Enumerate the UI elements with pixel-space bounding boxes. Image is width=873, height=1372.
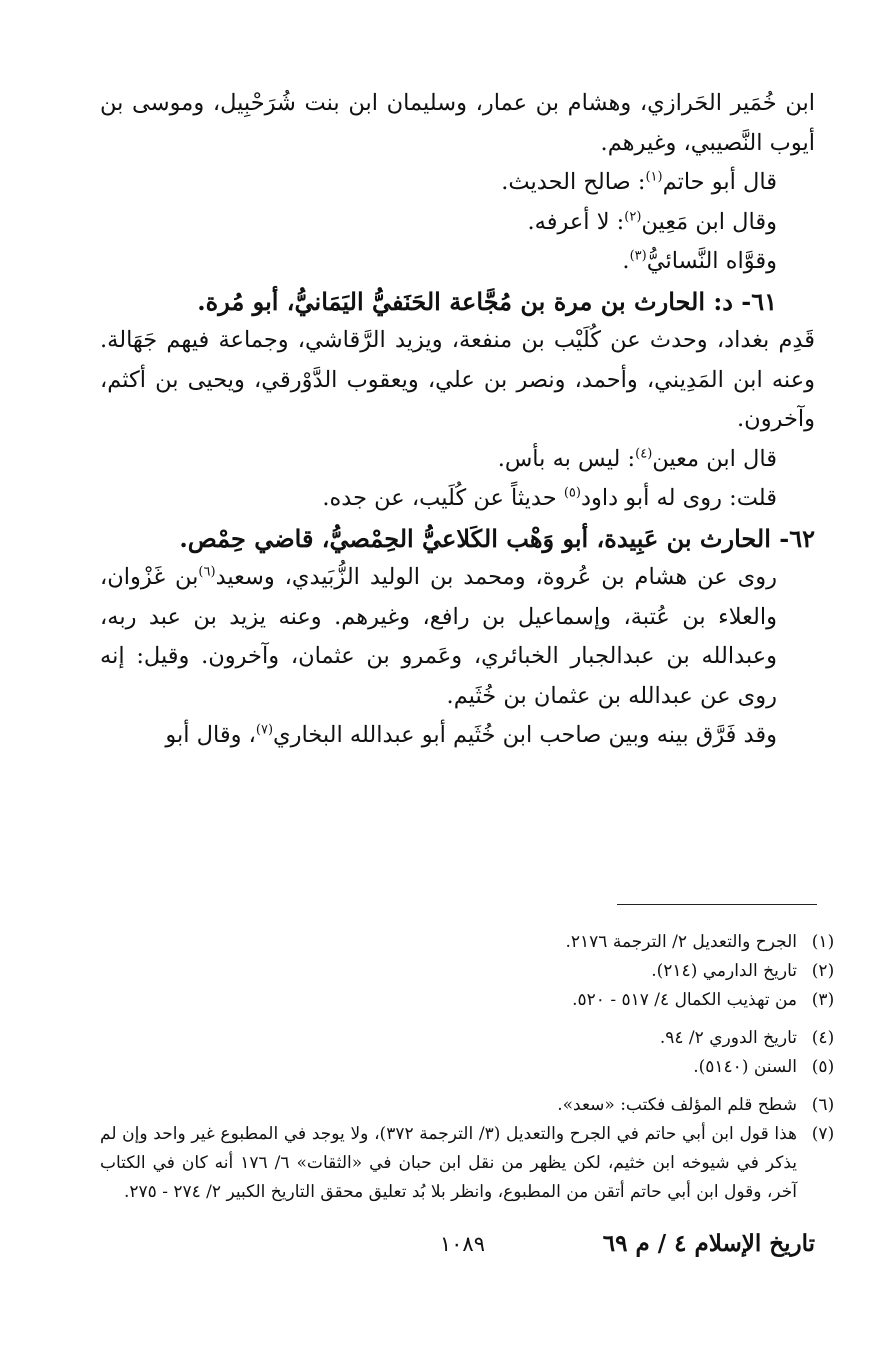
paragraph-text: وقد فَرَّق بينه وبين صاحب ابن خُثَيم أبو عبدالله البخاري bbox=[273, 722, 777, 748]
main-text bbox=[100, 84, 815, 756]
footnote-ref: (٣) bbox=[629, 248, 647, 264]
footnote-number: (٢) bbox=[811, 961, 835, 981]
footnote-divider bbox=[617, 904, 817, 905]
paragraph-text: ، وقال أبو bbox=[165, 722, 256, 748]
paragraph-2 bbox=[100, 203, 815, 243]
page-footer bbox=[100, 1230, 815, 1270]
paragraph-text: : ليس به بأس. bbox=[497, 445, 636, 472]
footnote-number: (٥) bbox=[811, 1057, 835, 1077]
paragraph-5: قَدِم بغداد، وحدث عن كُلَيْب بن منفعة، ويزيد الرَّقاشي، وجماعة فيهم جَهَالة. وعنه ابن المَدِيني، وأحمد، ونصر بن علي، ويعقوب الدَّوْرقي، ويحيى بن أكثم، وآخرون. bbox=[100, 327, 815, 432]
footnote-4 bbox=[100, 1024, 849, 1053]
footnote-number: (٧) bbox=[811, 1124, 835, 1144]
footnote-number: (١) bbox=[811, 932, 835, 952]
footnote-text: تاريخ الدوري ٢/ ٩٤. bbox=[659, 1028, 797, 1048]
footnote-7 bbox=[100, 1120, 849, 1207]
paragraph-0: ابن خُمَير الحَرازي، وهشام بن عمار، وسليمان ابن بنت شُرَحْبِيل، وموسى بن أيوب النَّصيبي، وغيرهم. bbox=[100, 90, 815, 156]
footnote-2 bbox=[100, 957, 849, 986]
footnote-number: (٣) bbox=[811, 990, 835, 1010]
footnote-ref: (٢) bbox=[624, 209, 642, 224]
paragraph-7 bbox=[100, 479, 815, 519]
footnote-text: هذا قول ابن أبي حاتم في الجرح والتعديل (٣/ الترجمة ٣٧٢)، ولا يوجد في المطبوع غير واحد وإن لم يذكر في شيوخه ابن خثيم، لكن يظهر من نقل ابن حبان في «الثقات» ٦/ ١٧٦ أنه كان في الكتاب آخر، وقول ابن أبي حاتم أتقن من المطبوع، وانظر بلا بُد تعليق محقق التاريخ الكبير ٢/ ٢٧٤ - ٢٧٥. bbox=[100, 1124, 798, 1202]
book-signature: تاريخ الإسلام ٤ / م ٦٩ bbox=[602, 1230, 815, 1257]
entry-heading-62: ٦٢- الحارث بن عَبِيدة، أبو وَهْب الكَلاعيُّ الحِمْصيُّ، قاضي حِمْص. bbox=[179, 523, 815, 553]
paragraph-text: : لا أعرفه. bbox=[527, 208, 625, 235]
footnote-6 bbox=[100, 1091, 849, 1120]
footnote-1 bbox=[100, 928, 849, 957]
paragraph-text: بن غَزْوان، والعلاء بن عُتبة، وإسماعيل بن رافع، وغيرهم. وعنه يزيد بن عبد ربه، وعبدالله بن عبدالجبار الخبائري، وعَمرو بن عثمان، وآخرون. وقيل: إنه روى عن عبدالله بن عثمان بن خُثَيم. bbox=[100, 564, 777, 709]
footnote-ref: (١) bbox=[645, 169, 663, 185]
paragraph-text: . bbox=[622, 248, 630, 274]
paragraph-text: وقال ابن مَعِين bbox=[641, 208, 777, 235]
footnote-ref: (٤) bbox=[635, 446, 653, 461]
footnote-number: (٦) bbox=[811, 1095, 835, 1115]
footnote-text: تاريخ الدارمي (٢١٤). bbox=[651, 961, 797, 981]
paragraph-text: حديثاً عن كُلَيب، عن جده. bbox=[322, 485, 564, 511]
page-number: ١٠٨٩ bbox=[439, 1232, 485, 1256]
footnote-5 bbox=[100, 1053, 849, 1082]
paragraph-text: قلت: روى له أبو داود bbox=[580, 485, 777, 511]
paragraph-10 bbox=[100, 716, 815, 756]
paragraph-text: قال أبو حاتم bbox=[662, 169, 777, 195]
footnote-text: السنن (٥١٤٠). bbox=[693, 1057, 797, 1077]
footnote-text: شطح قلم المؤلف فكتب: «سعد». bbox=[557, 1095, 797, 1115]
paragraph-6 bbox=[100, 440, 815, 480]
paragraph-text: قال ابن معين bbox=[652, 445, 777, 472]
paragraph-text: وقوَّاه النَّسائيُّ bbox=[646, 248, 777, 274]
paragraph-3 bbox=[100, 242, 815, 282]
paragraph-9 bbox=[100, 558, 815, 716]
footnote-ref: (٦) bbox=[198, 564, 216, 580]
footnote-text: الجرح والتعديل ٢/ الترجمة ٢١٧٦. bbox=[565, 932, 797, 952]
footnotes bbox=[100, 928, 849, 1207]
paragraph-1 bbox=[100, 163, 815, 203]
paragraph-text: : صالح الحديث. bbox=[501, 169, 646, 195]
footnote-text: من تهذيب الكمال ٤/ ٥١٧ - ٥٢٠. bbox=[572, 990, 797, 1010]
paragraph-text: روى عن هشام بن عُروة، ومحمد بن الوليد الزُّبَيدي، وسعيد bbox=[215, 564, 778, 590]
entry-heading-61: ٦١- د: الحارث بن مرة بن مُجَّاعة الحَنَفيُّ اليَمَانيُّ، أبو مُرة. bbox=[197, 286, 777, 316]
footnote-3 bbox=[100, 986, 849, 1015]
footnote-ref: (٧) bbox=[255, 722, 274, 738]
footnote-number: (٤) bbox=[811, 1028, 835, 1048]
footnote-ref: (٥) bbox=[563, 485, 581, 501]
